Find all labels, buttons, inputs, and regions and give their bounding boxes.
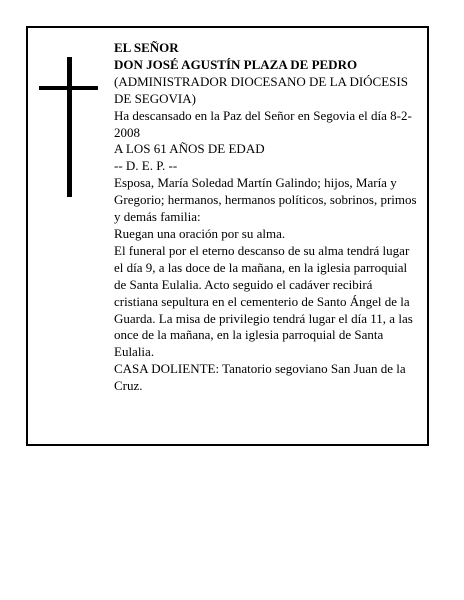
family-paragraph: Esposa, María Soledad Martín Galindo; hijos, María y Gregorio; hermanos, hermanos políticos, sobrinos, primos y demás familia: [114, 175, 417, 225]
obituary-notice [26, 26, 429, 446]
obituary-text [114, 40, 418, 395]
death-statement: Ha descansado en la Paz del Señor en Segovia el día 8-2-2008 [114, 107, 412, 140]
funeral-paragraph: El funeral por el eterno descanso de su alma tendrá lugar el día 9, a las doce de la mañana, en la iglesia parroquial de Santa Eulalia. Acto seguido el cadáver recibirá cristiana sepultura en el cementerio de Santo Ángel de la Guarda. La misa de privilegio tendrá lugar el día 11, a las once de la mañana, en la iglesia parroquial de Santa Eulalia. [114, 242, 413, 360]
rip-line: -- D. E. P. -- [114, 158, 178, 174]
cross-horizontal-bar [39, 86, 98, 90]
deceased-name: DON JOSÉ AGUSTÍN PLAZA DE PEDRO [114, 56, 358, 72]
heading: EL SEÑOR [114, 40, 179, 55]
prayer-request: Ruegan una oración por su alma. [114, 225, 286, 241]
age-line: A LOS 61 AÑOS DE EDAD [114, 141, 265, 157]
deceased-title: (ADMINISTRADOR DIOCESANO DE LA DIÓCESIS DE SEGOVIA) [114, 73, 408, 106]
cross-vertical-bar [67, 57, 72, 197]
mourning-house: CASA DOLIENTE: Tanatorio segoviano San Juan de la Cruz. [114, 361, 406, 394]
